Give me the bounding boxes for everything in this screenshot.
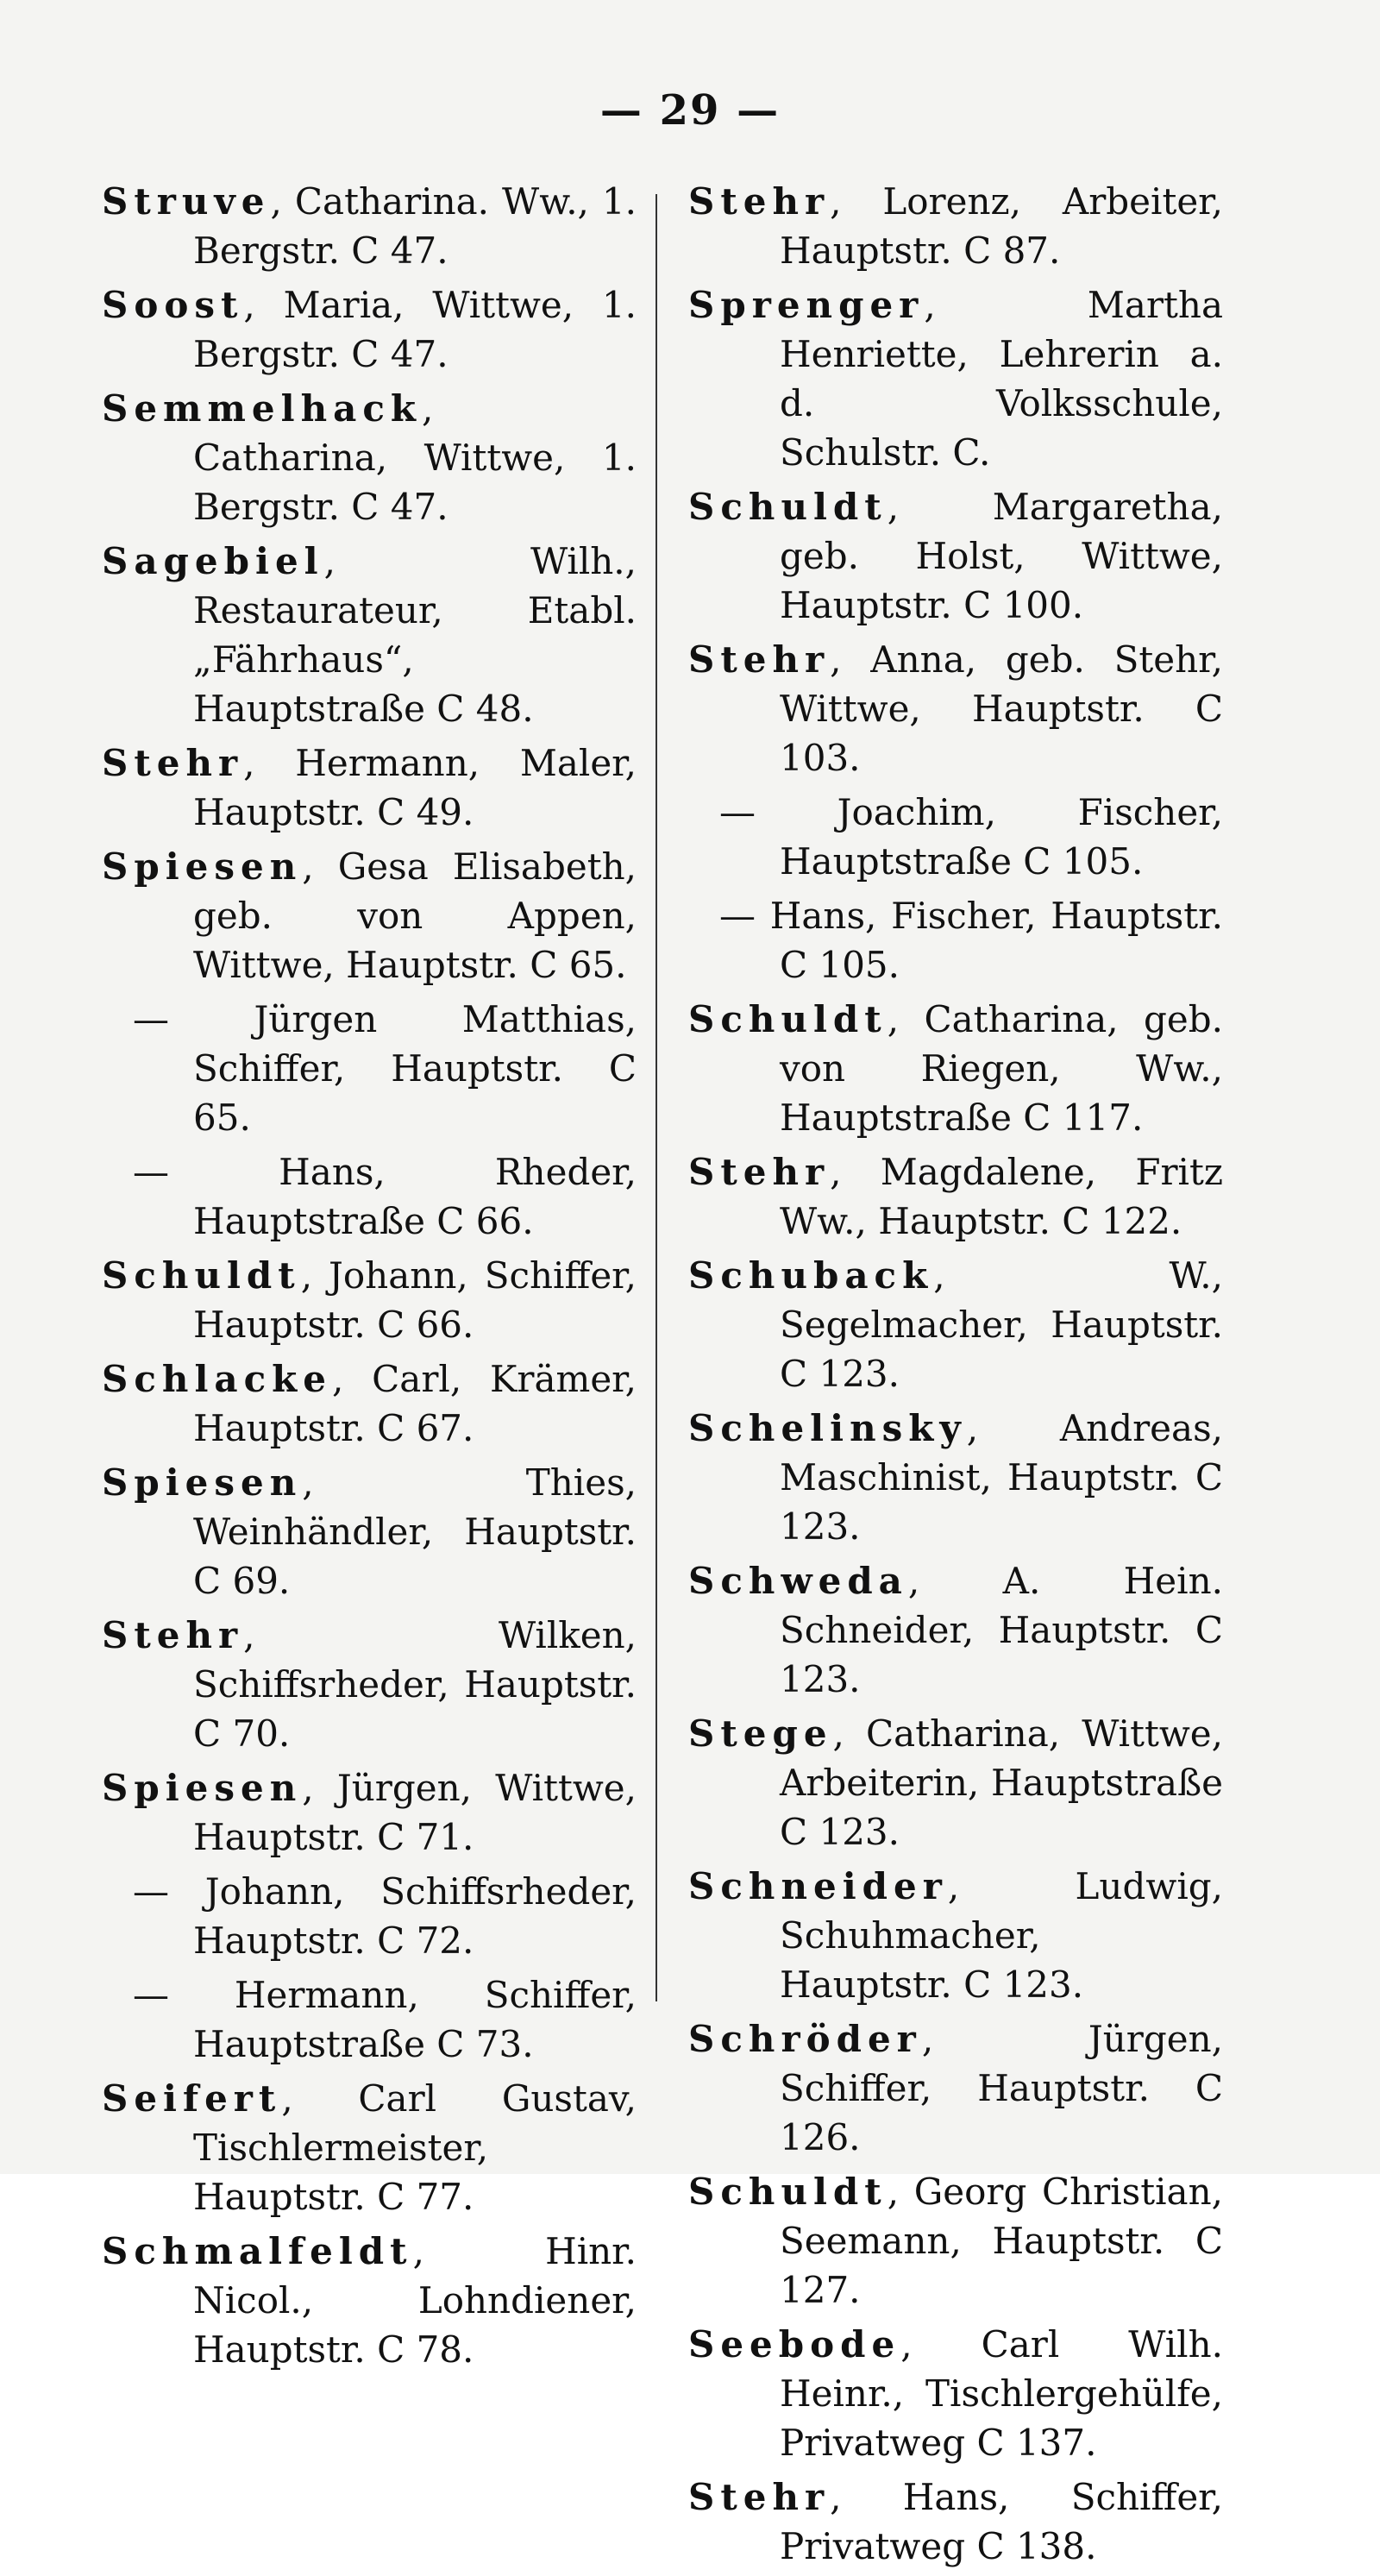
entry-details: , Hans, Schiffer, Privatweg C 138.	[780, 2476, 1223, 2567]
directory-entry	[688, 635, 1223, 782]
directory-entry	[102, 2227, 637, 2374]
entry-details: , Carl, Krämer, Hauptstr. C 67.	[193, 1358, 637, 1449]
entry-surname: Spiesen	[102, 1461, 303, 1504]
directory-entry	[688, 995, 1223, 1142]
entry-details: , Carl Gustav, Tischlermeister, Hauptstr. C 77.	[193, 2077, 637, 2218]
entry-surname: Schuldt	[688, 486, 888, 528]
entry-surname: Stehr	[688, 638, 831, 681]
directory-entry	[102, 842, 637, 990]
directory-entry	[688, 1251, 1223, 1398]
directory-entry	[102, 280, 637, 379]
page-number: — 29 —	[599, 86, 781, 135]
entry-details: , Ludwig, Schuhmacher, Hauptstr. C 123.	[780, 1865, 1223, 2006]
entry-details: , Thies, Weinhändler, Hauptstr. C 69.	[193, 1461, 637, 1602]
entry-details: , W., Segelmacher, Hauptstr. C 123.	[780, 1254, 1223, 1395]
entry-surname: Schneider	[688, 1865, 948, 1907]
directory-entry	[102, 537, 637, 733]
directory-entry	[688, 1147, 1223, 1246]
entry-details: , Carl Wilh. Heinr., Tischlergehülfe, Privatweg C 137.	[780, 2323, 1223, 2464]
entry-surname: Schröder	[688, 2018, 922, 2060]
directory-entry	[688, 177, 1223, 275]
entry-surname: Spiesen	[102, 1767, 303, 1809]
entry-details: , Martha Henriette, Lehrerin a. d. Volksschule, Schulstr. C.	[780, 284, 1223, 474]
entry-details: , Gesa Elisabeth, geb. von Appen, Wittwe, Hauptstr. C 65.	[193, 845, 637, 986]
directory-entry	[102, 384, 637, 531]
entry-details: — Joachim, Fischer, Hauptstraße C 105.	[719, 791, 1223, 883]
directory-entry	[688, 1404, 1223, 1551]
entry-details: — Hans, Fischer, Hauptstr. C 105.	[719, 895, 1223, 986]
directory-entry	[688, 1556, 1223, 1704]
entry-details: , Catharina. Ww., 1. Bergstr. C 47.	[193, 180, 637, 272]
entry-details: , Margaretha, geb. Holst, Wittwe, Hauptstr. C 100.	[780, 486, 1223, 626]
entry-details: , Maria, Wittwe, 1. Bergstr. C 47.	[193, 284, 637, 375]
directory-entry	[688, 2167, 1223, 2315]
entry-surname: Schuldt	[688, 998, 888, 1040]
entry-surname: Spiesen	[102, 845, 303, 888]
entry-details: — Johann, Schiffsrheder, Hauptstr. C 72.	[133, 1870, 637, 1962]
directory-entry	[102, 1251, 637, 1349]
entry-surname: Stehr	[688, 180, 831, 223]
entry-details: , Johann, Schiffer, Hauptstr. C 66.	[193, 1254, 637, 1346]
directory-entry	[102, 995, 637, 1142]
entry-surname: Soost	[102, 284, 244, 326]
entry-surname: Stehr	[688, 1151, 831, 1193]
directory-entry	[102, 2074, 637, 2221]
entry-surname: Struve	[102, 180, 271, 223]
entry-details: — Hans, Rheder, Hauptstraße C 66.	[133, 1151, 637, 1242]
entry-details: — Jürgen Matthias, Schiffer, Hauptstr. C 65.	[133, 998, 637, 1139]
directory-entry	[102, 1147, 637, 1246]
entry-surname: Sagebiel	[102, 540, 324, 582]
directory-entry	[102, 1354, 637, 1453]
entry-surname: Schuldt	[688, 2171, 888, 2213]
directory-entry	[688, 280, 1223, 477]
entry-details: — Hermann, Schiffer, Hauptstraße C 73.	[133, 1974, 637, 2065]
directory-entry	[688, 788, 1223, 886]
entry-details: , Hinr. Nicol., Lohndiener, Hauptstr. C 78.	[193, 2230, 637, 2371]
directory-entry	[688, 1709, 1223, 1857]
entry-surname: Schweda	[688, 1560, 908, 1602]
directory-entry	[688, 2472, 1223, 2571]
right-column	[688, 177, 1223, 2576]
entry-details: , Magdalene, Fritz Ww., Hauptstr. C 122.	[780, 1151, 1223, 1242]
directory-entry	[102, 1763, 637, 1862]
directory-entry	[688, 2320, 1223, 2467]
entry-details: , Wilh., Restaurateur, Etabl. „Fährhaus“, Hauptstraße C 48.	[193, 540, 637, 730]
directory-entry	[688, 482, 1223, 630]
directory-entry	[102, 1867, 637, 1965]
entry-surname: Schelinsky	[688, 1407, 967, 1449]
entry-surname: Schuback	[688, 1254, 934, 1297]
entry-details: , Catharina, Wittwe, 1. Bergstr. C 47.	[193, 387, 637, 528]
entry-surname: Schuldt	[102, 1254, 301, 1297]
entry-surname: Stehr	[102, 1614, 244, 1656]
entry-details: , Anna, geb. Stehr, Wittwe, Hauptstr. C 103.	[780, 638, 1223, 779]
entry-details: , Catharina, geb. von Riegen, Ww., Hauptstraße C 117.	[780, 998, 1223, 1139]
entry-surname: Sprenger	[688, 284, 925, 326]
entry-surname: Seifert	[102, 2077, 282, 2120]
entry-details: , Georg Christian, Seemann, Hauptstr. C 127.	[780, 2171, 1223, 2311]
entry-surname: Stehr	[688, 2476, 831, 2518]
entry-details: , Jürgen, Schiffer, Hauptstr. C 126.	[780, 2018, 1223, 2158]
entry-surname: Schmalfeldt	[102, 2230, 413, 2272]
directory-entry	[102, 177, 637, 275]
entry-surname: Semmelhack	[102, 387, 423, 430]
entry-details: , Andreas, Maschinist, Hauptstr. C 123.	[780, 1407, 1223, 1548]
entry-surname: Schlacke	[102, 1358, 333, 1400]
entry-details: , Wilken, Schiffsrheder, Hauptstr. C 70.	[193, 1614, 637, 1755]
directory-entry	[102, 1970, 637, 2069]
directory-entry	[102, 1611, 637, 1758]
entry-details: , Hermann, Maler, Hauptstr. C 49.	[193, 742, 637, 833]
entry-details: , Lorenz, Arbeiter, Hauptstr. C 87.	[780, 180, 1223, 272]
entry-details: , A. Hein. Schneider, Hauptstr. C 123.	[780, 1560, 1223, 1700]
column-divider	[656, 194, 657, 2001]
directory-entry	[102, 1458, 637, 1605]
entry-details: , Catharina, Wittwe, Arbeiterin, Hauptstraße C 123.	[780, 1712, 1223, 1853]
entry-details: , Jürgen, Wittwe, Hauptstr. C 71.	[193, 1767, 637, 1858]
directory-entry	[688, 1862, 1223, 2009]
directory-entry	[102, 738, 637, 837]
entry-surname: Seebode	[688, 2323, 901, 2366]
directory-entry	[688, 891, 1223, 990]
entry-surname: Stege	[688, 1712, 833, 1755]
left-column	[102, 177, 637, 2379]
entry-surname: Stehr	[102, 742, 244, 784]
directory-entry	[688, 2014, 1223, 2162]
